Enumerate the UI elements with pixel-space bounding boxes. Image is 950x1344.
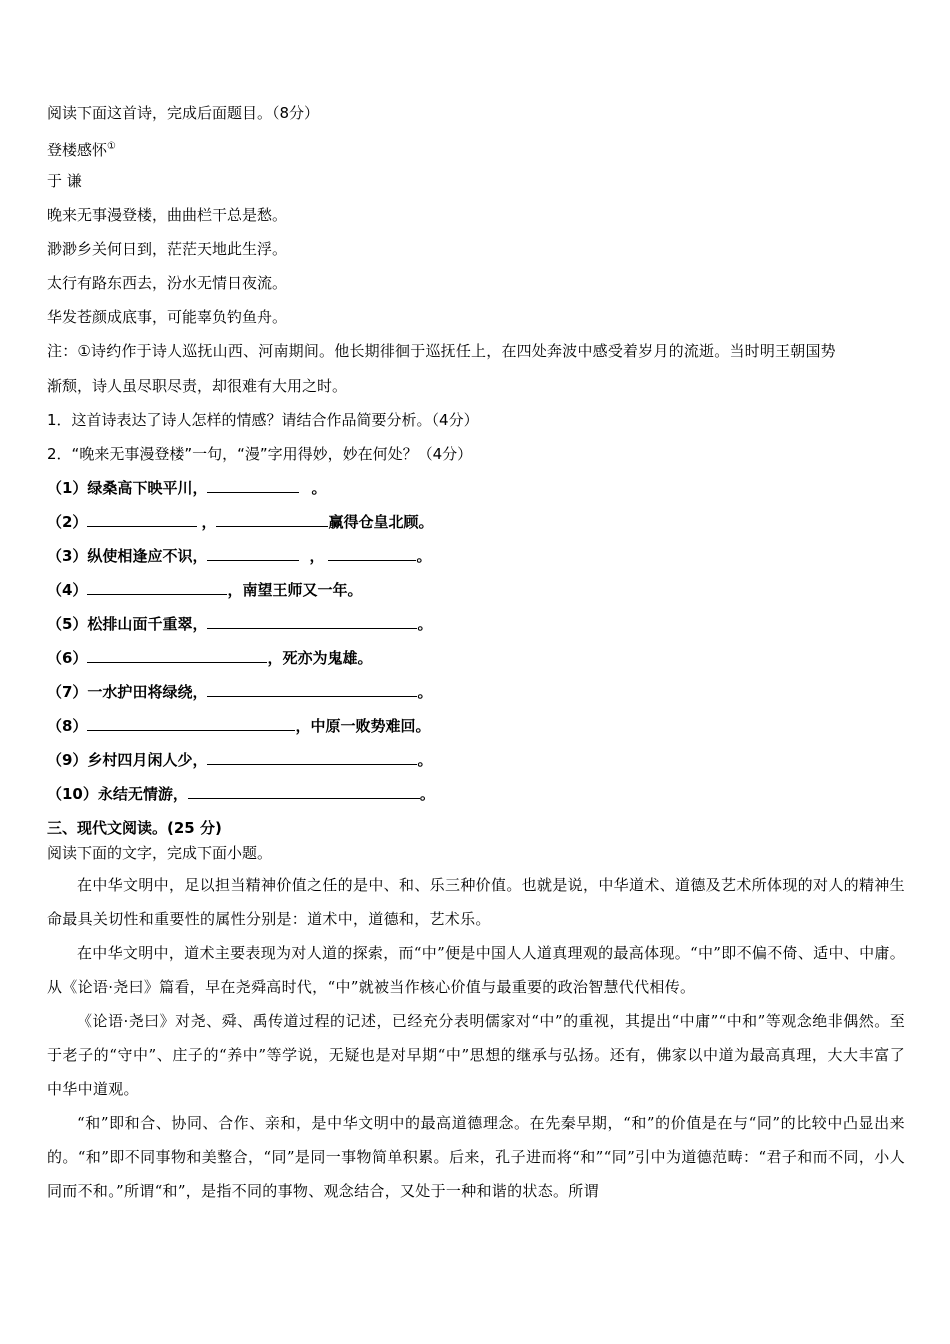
- poem-note-line-2: 渐颓，诗人虽尽职尽责，却很难有大用之时。: [47, 377, 348, 395]
- answer-blank[interactable]: [207, 683, 417, 697]
- answer-blank[interactable]: [87, 717, 295, 731]
- fill-item-9: （9）乡村四月闲人少， 。: [47, 751, 433, 769]
- article-paragraph: 《论语·尧曰》对尧、舜、禹传道过程的记述，已经充分表明儒家对“中”的重视，其提出“中庸”“中和”等观念绝非偶然。至于老子的“守中”、庄子的“养中”等学说，无疑也是对早期“中”思想的继承与弘扬。还有，佛家以中道为最高真理，大大丰富了中华中道观。: [47, 1012, 905, 1098]
- poem-title: 登楼感怀: [47, 141, 108, 159]
- fill-item-1: （1）绿桑高下映平川， 。: [47, 479, 327, 497]
- fill-item-3: （3）纵使相逢应不识， ， 。: [47, 547, 432, 565]
- article-paragraph: 在中华文明中，道术主要表现为对人道的探索，而“中”便是中国人人道真理观的最高体现。“中”即不偏不倚、适中、中庸。从《论语·尧曰》篇看，早在尧舜高时代，“中”就被当作核心价值与最重要的政治智慧代代相传。: [47, 944, 905, 996]
- fill-item-6: （6） ，死亦为鬼雄。: [47, 649, 373, 667]
- section-heading: 三、现代文阅读。(25 分): [47, 819, 222, 837]
- article-paragraph: “和”即和合、协同、合作、亲和，是中华文明中的最高道德理念。在先秦早期，“和”的价值是在与“同”的比较中凸显出来的。“和”即不同事物和美整合，“同”是同一事物简单积累。后来，孔子进而将“和”“同”引中为道德范畴：“君子和而不同，小人同而不和。”所谓“和”，是指不同的事物、观念结合，又处于一种和谐的状态。所谓: [47, 1114, 905, 1200]
- poem-title-line: [47, 137, 116, 160]
- question-1: 1．这首诗表达了诗人怎样的情感？请结合作品简要分析。（4分）: [47, 411, 479, 429]
- answer-blank[interactable]: [207, 615, 417, 629]
- answer-blank[interactable]: [87, 649, 267, 663]
- poem-line: 太行有路东西去，汾水无情日夜流。: [47, 274, 288, 292]
- answer-blank[interactable]: [207, 547, 299, 561]
- answer-blank[interactable]: [87, 581, 227, 595]
- section-instruction: 阅读下面的文字，完成下面小题。: [47, 844, 273, 862]
- fill-item-7: （7）一水护田将绿绕， 。: [47, 683, 433, 701]
- fill-item-2: （2） ， 赢得仓皇北顾。: [47, 513, 434, 531]
- answer-blank[interactable]: [207, 751, 417, 765]
- footnote-marker: ①: [107, 141, 116, 152]
- answer-blank[interactable]: [216, 513, 328, 527]
- answer-blank[interactable]: [188, 785, 420, 799]
- poem-line: 晚来无事漫登楼，曲曲栏干总是愁。: [47, 206, 288, 224]
- fill-item-5: （5）松排山面千重翠， 。: [47, 615, 433, 633]
- fill-item-4: （4） ，南望王师又一年。: [47, 581, 363, 599]
- answer-blank[interactable]: [87, 513, 197, 527]
- poem-author: 于 谦: [47, 172, 82, 190]
- poem-intro: 阅读下面这首诗，完成后面题目。（8分）: [47, 104, 320, 122]
- question-2: 2．“晚来无事漫登楼”一句，“漫”字用得妙，妙在何处？（4分）: [47, 445, 473, 463]
- poem-line: 渺渺乡关何日到，茫茫天地此生浮。: [47, 240, 288, 258]
- fill-item-10: （10）永结无情游， 。: [47, 785, 435, 803]
- answer-blank[interactable]: [328, 547, 416, 561]
- fill-item-8: （8） ，中原一败势难回。: [47, 717, 431, 735]
- article-paragraph: 在中华文明中，足以担当精神价值之任的是中、和、乐三种价值。也就是说，中华道术、道德及艺术所体现的对人的精神生命最具关切性和重要性的属性分别是：道术中，道德和，艺术乐。: [47, 876, 905, 928]
- poem-note-line-1: 注：①诗约作于诗人巡抚山西、河南期间。他长期徘徊于巡抚任上，在四处奔波中感受着岁月的流逝。当时明王朝国势: [47, 342, 836, 360]
- answer-blank[interactable]: [207, 479, 299, 493]
- poem-line: 华发苍颜成底事，可能辜负钓鱼舟。: [47, 308, 288, 326]
